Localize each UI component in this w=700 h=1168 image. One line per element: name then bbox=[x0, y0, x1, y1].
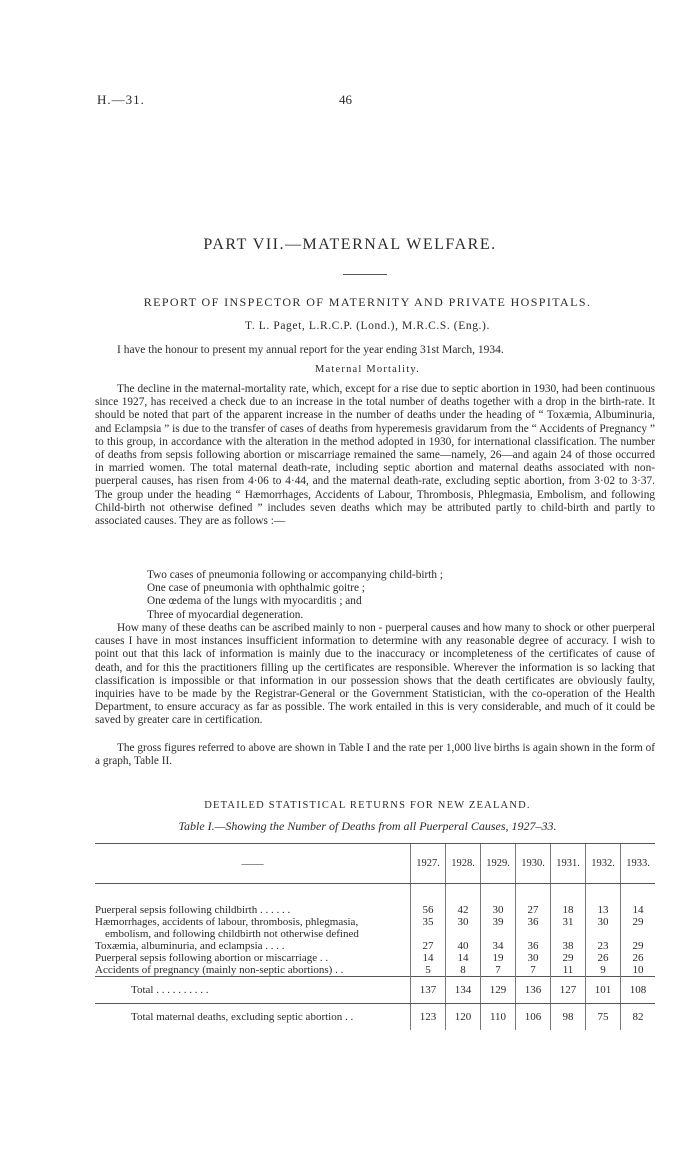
table-row: Hæmorrhages, accidents of labour, thrombosis, phlegmasia, 35 30 39 36 31 30 29 bbox=[95, 916, 655, 928]
table-caption: Table I.—Showing the Number of Deaths from all Puerperal Causes, 1927–33. bbox=[178, 819, 557, 833]
column-header-year: 1931. bbox=[551, 844, 586, 884]
column-header-year: 1930. bbox=[516, 844, 551, 884]
column-header-year: 1932. bbox=[586, 844, 621, 884]
table-row-total: Total . . . . . . . . . . 137 134 129 136 127 101 108 bbox=[95, 977, 655, 1004]
list-item: Three of myocardial degeneration. bbox=[147, 608, 304, 621]
title-divider bbox=[343, 274, 387, 275]
section-heading: Maternal Mortality. bbox=[315, 364, 420, 375]
row-label: Puerperal sepsis following childbirth . . . . . . bbox=[95, 904, 291, 916]
column-header-year: 1927. bbox=[411, 844, 446, 884]
table-row: Puerperal sepsis following childbirth . . . . . . 56 42 30 27 18 13 14 bbox=[95, 904, 655, 916]
column-header-year: 1928. bbox=[446, 844, 481, 884]
row-label: Total maternal deaths, excluding septic abortion . . bbox=[131, 1011, 354, 1023]
table-heading: DETAILED STATISTICAL RETURNS FOR NEW ZEALAND. bbox=[204, 800, 531, 811]
row-label: Hæmorrhages, accidents of labour, thrombosis, phlegmasia, bbox=[95, 916, 359, 928]
list-item: Two cases of pneumonia following or accompanying child-birth ; bbox=[147, 569, 443, 581]
paragraph-maternal-mortality: The decline in the maternal-mortality rate, which, except for a rise due to septic abortion in 1930, had been continuous since 1927, has received a check due to an increase in the total number of deaths together with a drop in the birth-rate. It should be noted that part of the apparent increase in the number of deaths under the heading of “ Toxæmia, Albuminuria, and Eclampsia ” is due to the transfer of cases of deaths from hyperemesis gravidarum from the “ Accidents of Pregnancy ” to this group, in accordance with the alteration in the method adopted in 1930, for international classification. The number of deaths from sepsis following abortion or miscarriage remained the same—namely, 26—and again 24 of those occurred in married women. The total maternal death-rate, including septic abortion and maternal deaths associated with non-puerperal causes, has risen from 4·06 to 4·44, and the maternal death-rate, excluding septic abortion, from 3·02 to 3·37. The group under the heading “ Hæmorrhages, Accidents of Labour, Thrombosis, Phlegmasia, Embolism, and following Child-birth not otherwise defined ” includes seven deaths which may be attributed partly to child-birth and partly to associated causes. They are as follows :— bbox=[95, 383, 655, 528]
list-item: One case of pneumonia with ophthalmic goitre ; bbox=[147, 582, 366, 595]
page-number: 46 bbox=[339, 92, 352, 107]
table-row-total-excluding-septic: Total maternal deaths, excluding septic abortion . . 123 120 110 106 98 75 82 bbox=[95, 1004, 655, 1031]
column-header-year: 1929. bbox=[481, 844, 516, 884]
report-title: REPORT OF INSPECTOR OF MATERNITY AND PRIVATE HOSPITALS. bbox=[143, 295, 592, 309]
table-row: Puerperal sepsis following abortion or miscarriage . . 14 14 19 30 29 26 26 bbox=[95, 952, 655, 964]
table-row: Accidents of pregnancy (mainly non-septic abortions) . . 5 8 7 7 11 9 10 bbox=[95, 964, 655, 977]
paragraph-certification: How many of these deaths can be ascribed mainly to non - puerperal causes and how many to shock or other puerperal causes I have in most instances insufficient information to determine with any reasonable degree of accuracy. I wish to point out that this lack of information is mainly due to the inaccuracy or incompleteness of the certificates of cause of death, and for this the practitioners filling up the certificates are responsible. Wherever the information is so lacking that classification is impossible or that information in our possession shows that the death certificates are obviously faulty, inquiries have to be made by the Registrar-General or the Government Statistician, with the co-operation of the Health Department, to ensure accuracy as far as possible. The work entailed in this is very considerable, and much of it could be saved by greater care in certification. bbox=[95, 622, 655, 727]
causes-list bbox=[147, 569, 443, 622]
table-row-continuation bbox=[95, 928, 655, 940]
author-line: T. L. Paget, L.R.C.P. (Lond.), M.R.C.S. (Eng.). bbox=[245, 320, 490, 332]
table-corner: —— bbox=[95, 844, 411, 884]
table-header-row bbox=[95, 844, 655, 884]
list-item: One œdema of the lungs with myocarditis ; and bbox=[147, 595, 362, 608]
row-label: Puerperal sepsis following abortion or miscarriage . . bbox=[95, 952, 329, 964]
row-label: Accidents of pregnancy (mainly non-septic abortions) . . bbox=[95, 964, 344, 976]
row-label-continuation: embolism, and following childbirth not otherwise defined bbox=[105, 928, 359, 940]
part-title: PART VII.—MATERNAL WELFARE. bbox=[203, 236, 497, 253]
row-label: Total . . . . . . . . . . bbox=[95, 977, 411, 1004]
table-row: Toxæmia, albuminuria, and eclampsia . . . . 27 40 34 36 38 23 29 bbox=[95, 940, 655, 952]
deaths-table bbox=[95, 843, 655, 1030]
paragraph-gross-figures: The gross figures referred to above are shown in Table I and the rate per 1,000 live births is again shown in the form of a graph, Table II. bbox=[95, 742, 655, 768]
intro-sentence: I have the honour to present my annual report for the year ending 31st March, 1934. bbox=[117, 344, 504, 356]
series-number: H.—31. bbox=[97, 92, 145, 107]
column-header-year: 1933. bbox=[621, 844, 656, 884]
row-label: Toxæmia, albuminuria, and eclampsia . . . . bbox=[95, 940, 285, 952]
